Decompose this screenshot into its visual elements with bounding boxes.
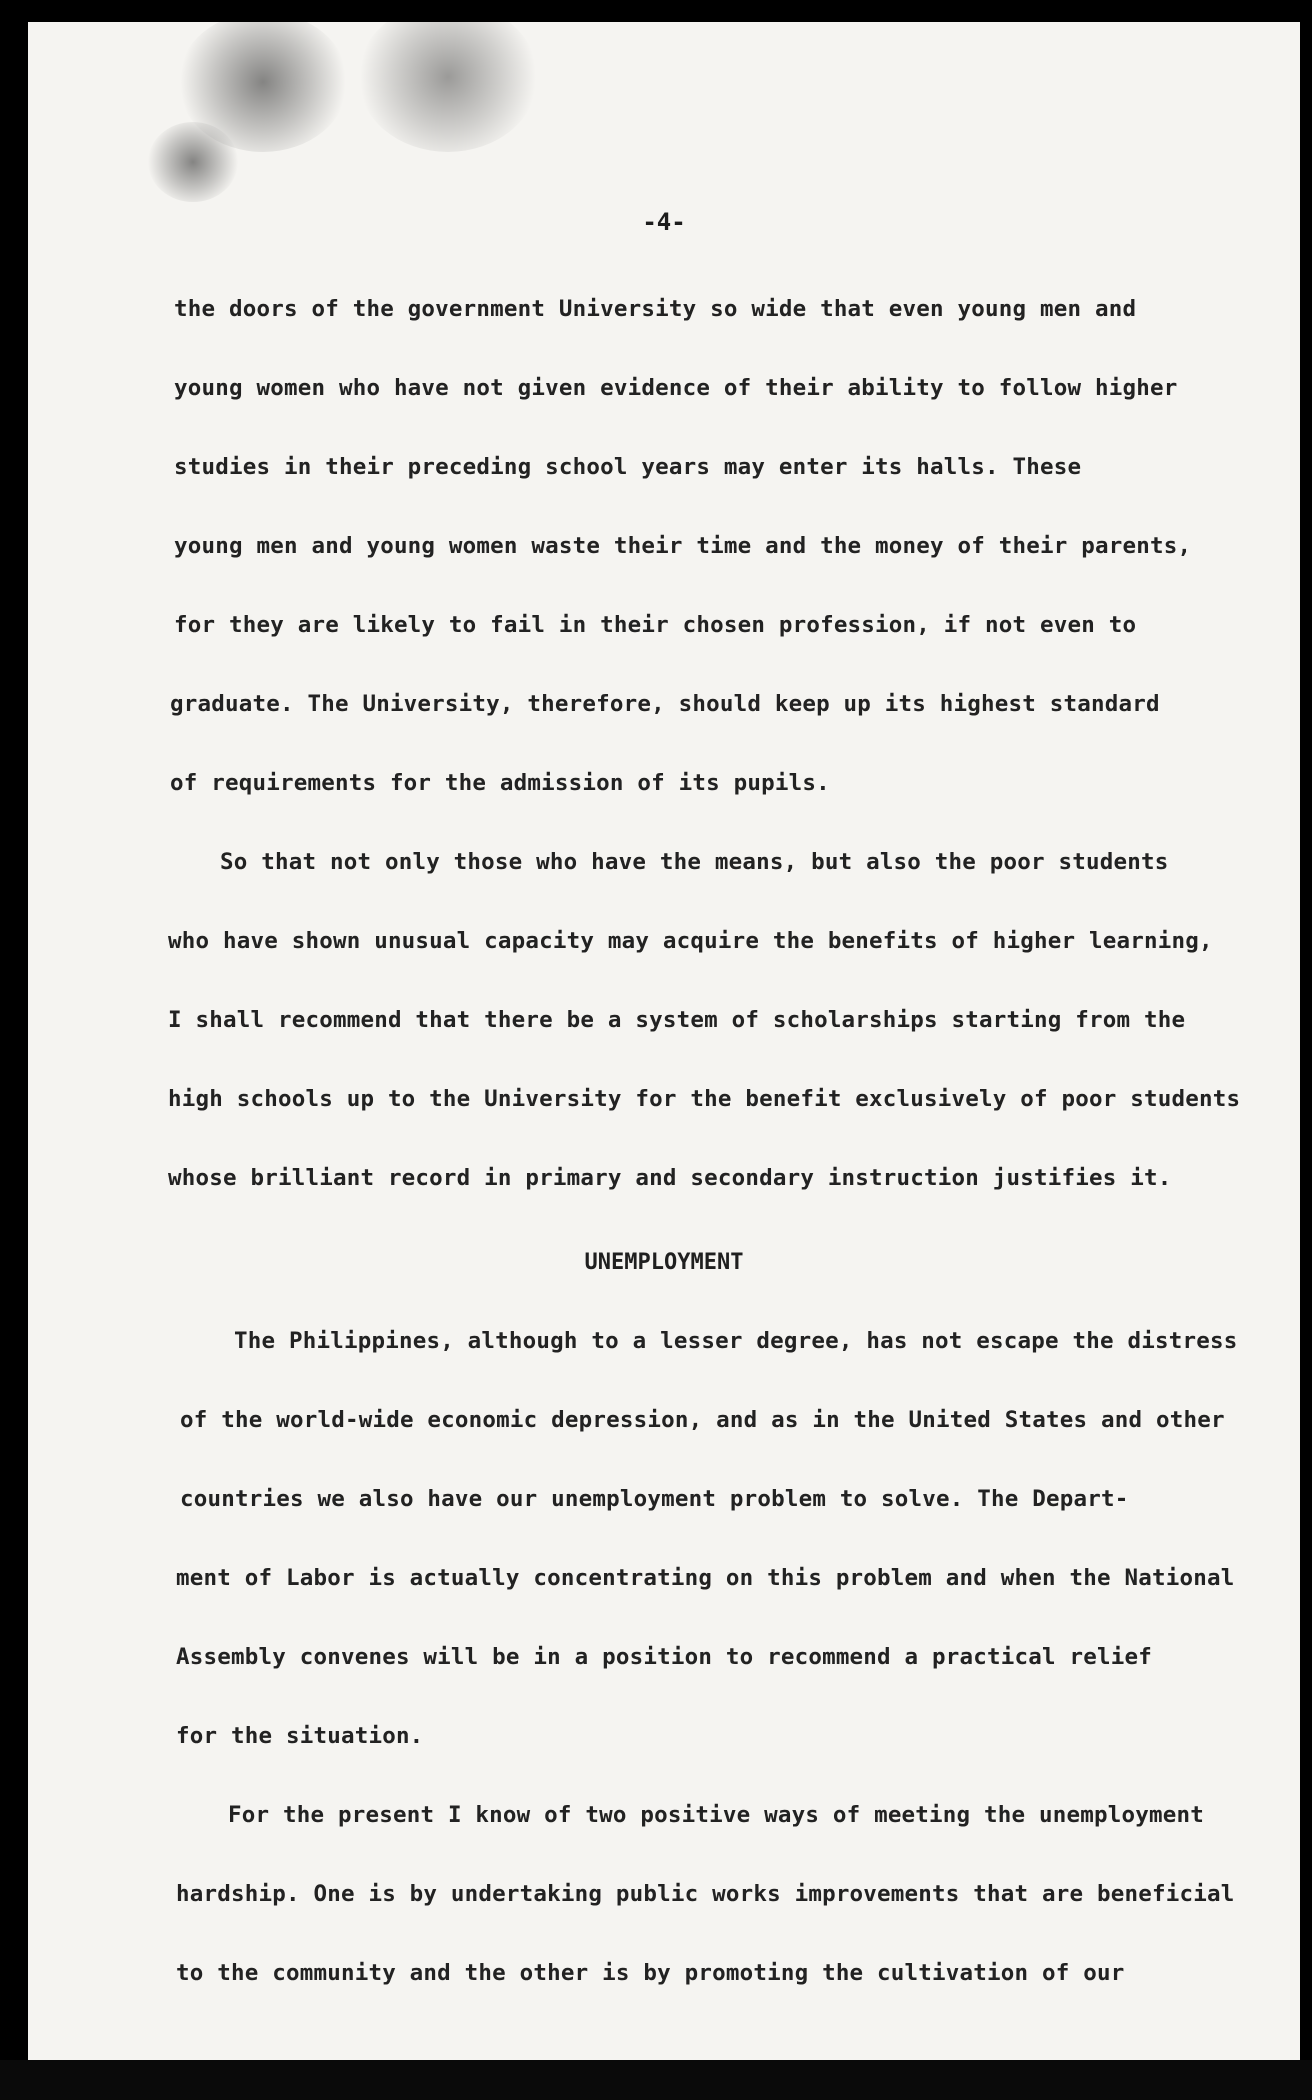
text-line: who have shown unusual capacity may acquire the benefits of higher learning, (168, 928, 1213, 954)
text-line: hardship. One is by undertaking public works improvements that are beneficial (176, 1881, 1235, 1907)
text-line: of requirements for the admission of its pupils. (170, 770, 830, 796)
text-line: Assembly convenes will be in a position to recommend a practical relief (176, 1644, 1152, 1670)
text-line: studies in their preceding school years may enter its halls. These (174, 454, 1082, 480)
text-line: countries we also have our unemployment problem to solve. The Depart- (180, 1486, 1129, 1512)
text-line: So that not only those who have the means, but also the poor students (220, 849, 1169, 875)
text-line: young women who have not given evidence of their ability to follow higher (174, 375, 1178, 401)
document-page (28, 22, 1300, 2072)
text-line: to the community and the other is by promoting the cultivation of our (176, 1960, 1125, 1986)
text-line: young men and young women waste their time and the money of their parents, (174, 533, 1192, 559)
scan-border (0, 2060, 1312, 2100)
text-line: I shall recommend that there be a system of scholarships starting from the (168, 1007, 1186, 1033)
text-line: ment of Labor is actually concentrating on this problem and when the National (176, 1565, 1235, 1591)
text-line: for they are likely to fail in their chosen profession, if not even to (174, 612, 1137, 638)
text-line: the doors of the government University so wide that even young men and (174, 296, 1137, 322)
text-line: high schools up to the University for the benefit exclusively of poor students (168, 1086, 1241, 1112)
text-line: graduate. The University, therefore, should keep up its highest standard (170, 691, 1160, 717)
page-number: -4- (642, 208, 686, 236)
text-line: for the situation. (176, 1723, 424, 1749)
ink-smudge (148, 122, 238, 202)
ink-smudge (358, 22, 538, 152)
text-line: The Philippines, although to a lesser degree, has not escape the distress (234, 1328, 1238, 1354)
text-line: of the world-wide economic depression, and as in the United States and other (180, 1407, 1225, 1433)
text-line: whose brilliant record in primary and secondary instruction justifies it. (168, 1165, 1172, 1191)
section-heading: UNEMPLOYMENT (584, 1250, 744, 1275)
text-line: For the present I know of two positive ways of meeting the unemployment (228, 1802, 1204, 1828)
